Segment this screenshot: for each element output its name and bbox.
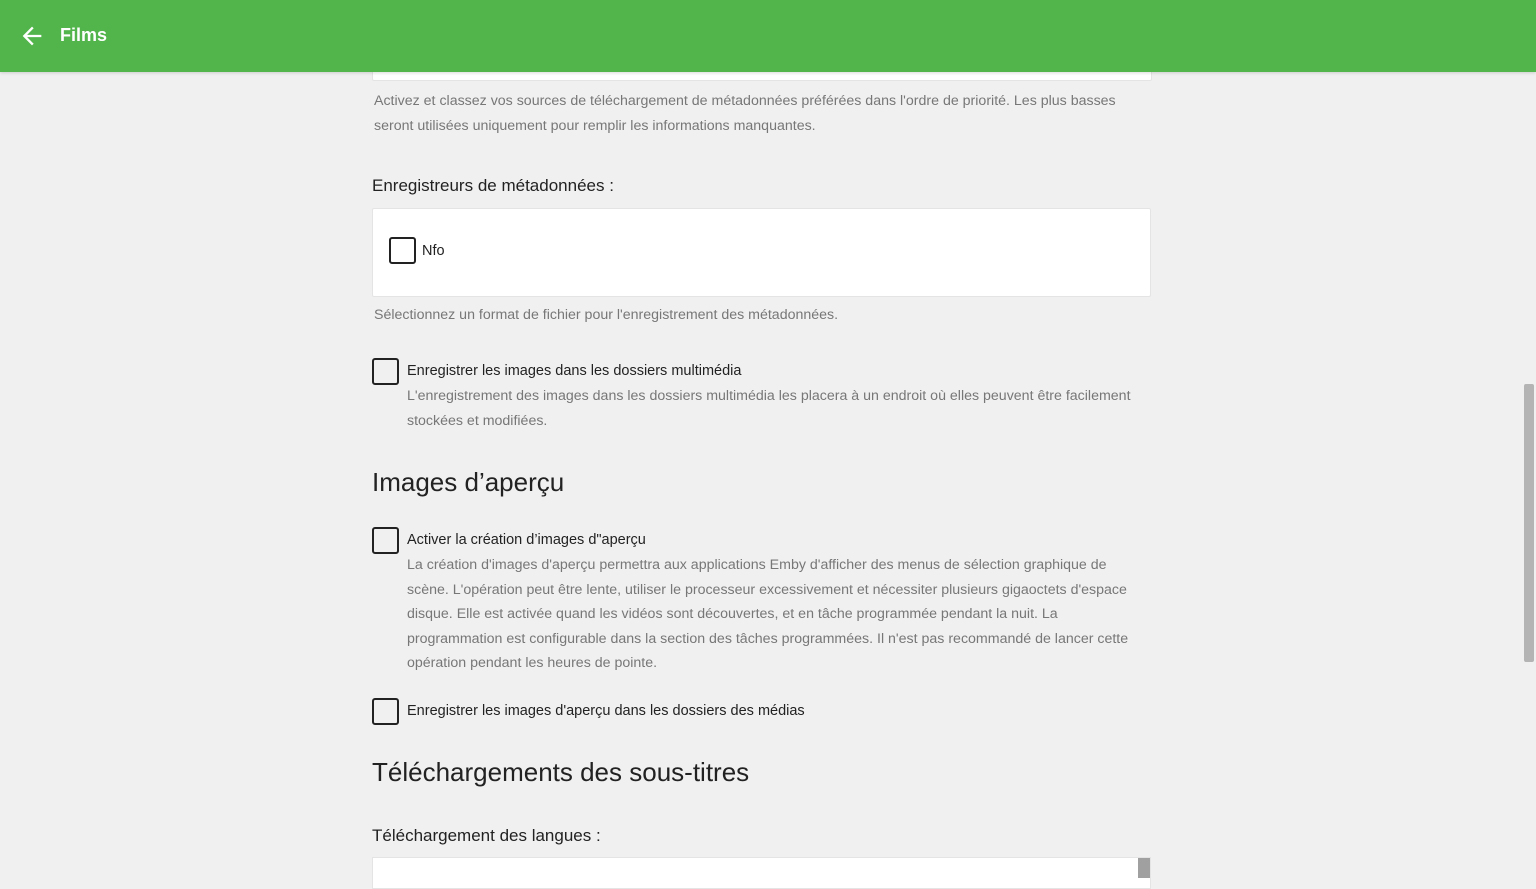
languages-list-scrollbar[interactable] — [1138, 858, 1150, 878]
save-local-images-help: L'enregistrement des images dans les dossiers multimédia les placera à un endroit où elles peuvent être facilement stockées et modifiées. — [407, 388, 1131, 429]
page-scrollbar[interactable] — [1522, 72, 1536, 870]
page-scrollbar-thumb[interactable] — [1524, 384, 1534, 662]
save-preview-in-media-checkbox[interactable] — [372, 698, 399, 725]
back-button[interactable] — [18, 22, 46, 50]
page-title: Films — [60, 25, 108, 45]
app-header — [0, 0, 1536, 72]
arrow-left-icon — [18, 22, 46, 50]
subtitle-downloads-heading: Téléchargements des sous-titres — [372, 757, 750, 787]
save-local-images-label: Enregistrer les images dans les dossiers multimédia — [407, 363, 742, 379]
preview-images-heading: Images d’aperçu — [372, 467, 565, 497]
enable-preview-images-label: Activer la création d’images d"aperçu — [407, 532, 646, 548]
download-languages-label: Téléchargement des langues : — [372, 826, 601, 845]
metadata-savers-help: Sélectionnez un format de fichier pour l'enregistrement des métadonnées. — [374, 307, 839, 323]
save-local-images-checkbox[interactable] — [372, 358, 399, 385]
nfo-label: Nfo — [422, 243, 445, 259]
metadata-fetchers-help: Activez et classez vos sources de téléchargement de métadonnées préférées dans l'ordre de priorité. Les plus basses seront utilisées uniquement pour remplir les informations manquantes. — [374, 93, 1116, 134]
enable-preview-images-help: La création d'images d'aperçu permettra aux applications Emby d'afficher des menus de sélection graphique de scène. L'opération peut être lente, utiliser le processeur excessivement et nécessiter plusieurs gigaoctets d'espace disque. Elle est activée quand les vidéos sont découvertes, et en tâche programmée pendant la nuit. La programmation est configurable dans la section des tâches programmées. Il n'est pas recommandé de lancer cette opération pendant les heures de pointe. — [407, 557, 1129, 672]
save-preview-in-media-label: Enregistrer les images d'aperçu dans les dossiers des médias — [407, 703, 805, 719]
nfo-checkbox[interactable] — [389, 237, 416, 264]
enable-preview-images-checkbox[interactable] — [372, 527, 399, 554]
download-languages-list — [372, 857, 1151, 889]
metadata-savers-list — [372, 208, 1151, 297]
metadata-savers-label: Enregistreurs de métadonnées : — [372, 176, 614, 195]
